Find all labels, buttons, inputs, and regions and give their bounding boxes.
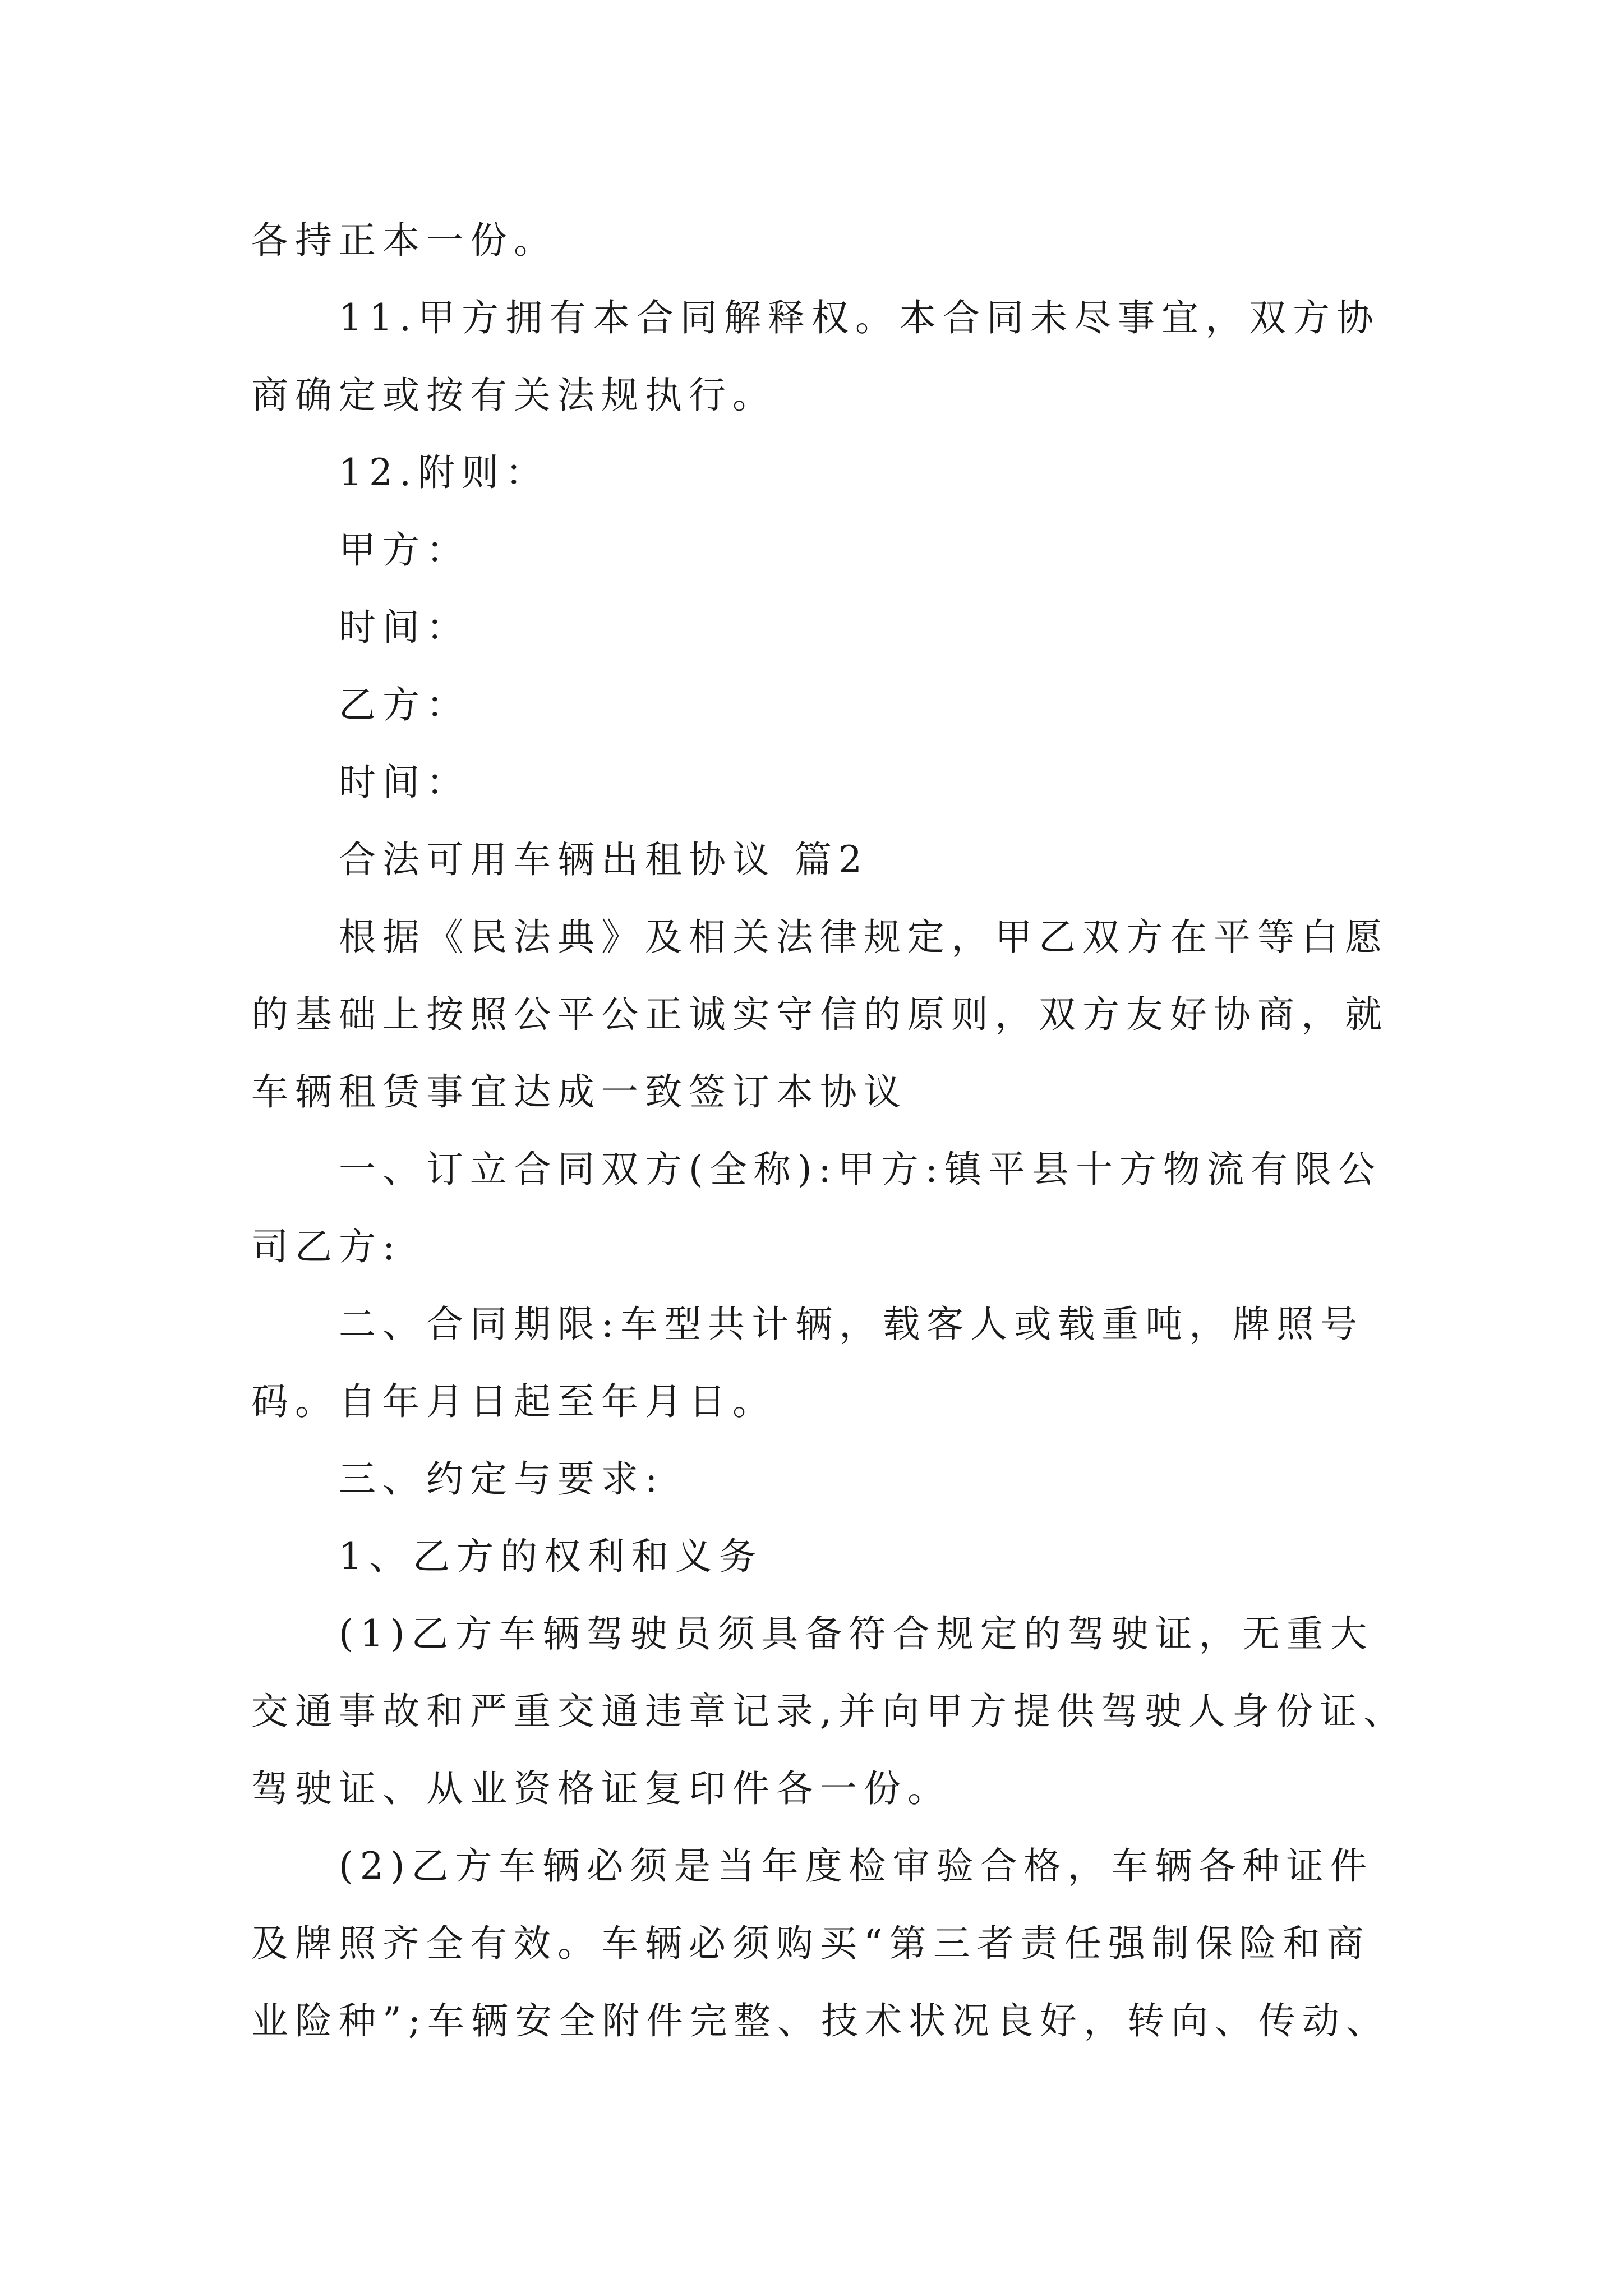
- text-line: 及牌照齐全有效。车辆必须购买“第三者责任强制保险和商: [251, 1922, 1371, 1965]
- text-line: (2)乙方车辆必须是当年度检审验合格，车辆各种证件: [339, 1844, 1374, 1888]
- text-line: 三、约定与要求:: [339, 1457, 665, 1501]
- section-heading: 合法可用车辆出租协议 篇2: [339, 838, 869, 881]
- signature-label-date: 时间：: [339, 606, 470, 649]
- text-line: (1)乙方车辆驾驶员须具备符合规定的驾驶证，无重大: [339, 1612, 1374, 1655]
- signature-label-party-b: 乙方：: [339, 683, 470, 726]
- text-line: 各持正本一份。: [251, 219, 557, 262]
- text-line: 业险种”;车辆安全附件完整、技术状况良好，转向、传动、: [251, 1999, 1390, 2042]
- text-line: 二、合同期限:车型共计辆，载客人或载重吨，牌照号: [339, 1303, 1364, 1346]
- text-line: 码。自年月日起至年月日。: [251, 1380, 776, 1423]
- signature-label-date: 时间：: [339, 761, 470, 804]
- text-line: 的基础上按照公平公正诚实守信的原则，双方友好协商，就: [251, 993, 1389, 1036]
- text-line: 11.甲方拥有本合同解释权。本合同未尽事宜，双方协: [339, 296, 1380, 339]
- text-line: 1、乙方的权利和义务: [339, 1535, 763, 1578]
- signature-label-party-a: 甲方：: [339, 528, 470, 572]
- text-line: 司乙方:: [251, 1225, 402, 1268]
- text-line: 12.附则：: [339, 451, 549, 494]
- text-line: 商确定或按有关法规执行。: [251, 374, 776, 417]
- text-line: 车辆租赁事宜达成一致签订本协议: [251, 1070, 907, 1114]
- text-line: 一、订立合同双方(全称):甲方:镇平县十方物流有限公: [339, 1148, 1382, 1191]
- text-line: 驾驶证、从业资格证复印件各一份。: [251, 1767, 951, 1810]
- text-line: 交通事故和严重交通违章记录,并向甲方提供驾驶人身份证、: [251, 1690, 1407, 1733]
- text-line: 根据《民法典》及相关法律规定，甲乙双方在平等白愿: [339, 915, 1389, 959]
